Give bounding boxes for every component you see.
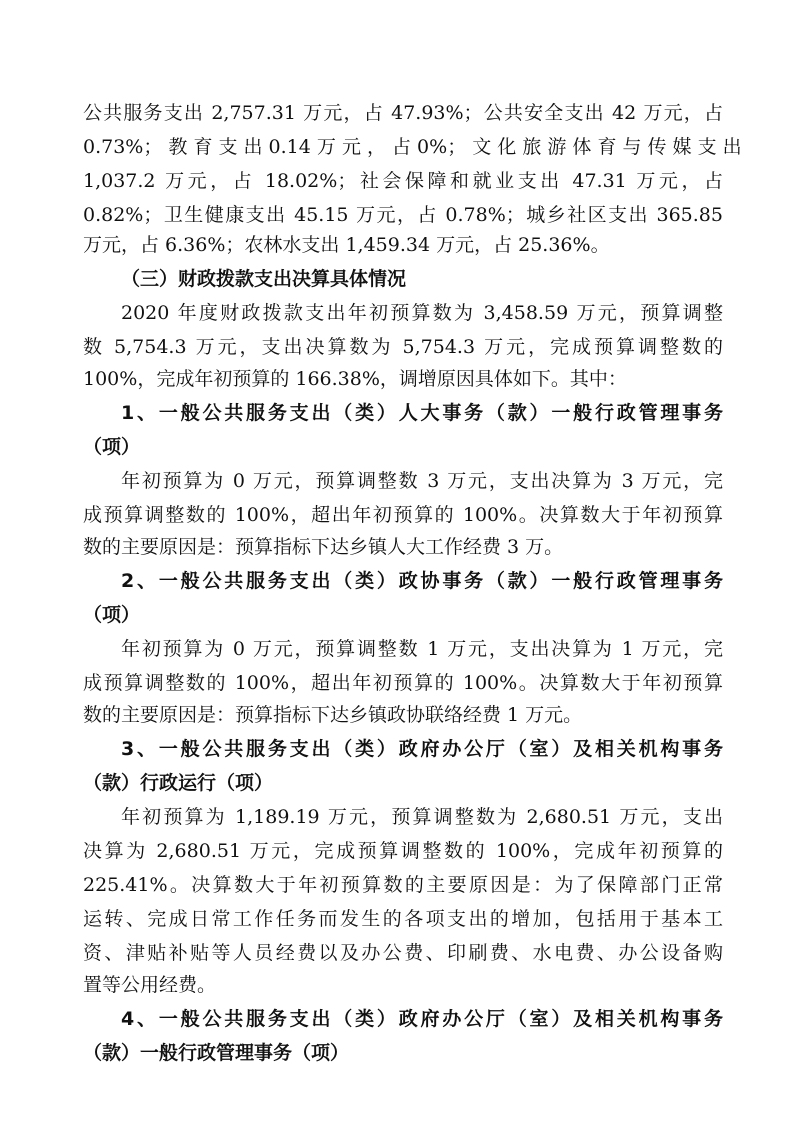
item-heading: 2、一般公共服务支出（类）政协事务（款）一般行政管理事务 — [121, 570, 723, 592]
body-text-line: 成预算调整数的 100%，超出年初预算的 100%。决算数大于年初预算 — [83, 504, 723, 526]
body-text-line: 成预算调整数的 100%，超出年初预算的 100%。决算数大于年初预算 — [83, 672, 723, 694]
body-text-line: 万元，占 6.36%；农林水支出 1,459.34 万元，占 25.36%。 — [83, 234, 610, 256]
item-heading: （款）一般行政管理事务（项） — [83, 1042, 350, 1064]
body-text-line: 0.73%； 教 育 支 出 0.14 万 元 ， 占 0%； 文 化 旅 游 体 育 与 传 媒 支 出 — [83, 136, 742, 158]
body-text-line: 数 5,754.3 万元，支出决算数为 5,754.3 万元，完成预算调整数的 — [83, 336, 723, 358]
body-text-line: 置等公用经费。 — [83, 974, 217, 996]
item-heading: 4、一般公共服务支出（类）政府办公厅（室）及相关机构事务 — [121, 1008, 723, 1030]
body-text-line: 公共服务支出 2,757.31 万元，占 47.93%；公共安全支出 42 万元，占 — [83, 102, 723, 124]
body-text-line: 运转、完成日常工作任务而发生的各项支出的增加，包括用于基本工 — [83, 908, 723, 930]
body-text-line: 2020 年度财政拨款支出年初预算数为 3,458.59 万元，预算调整 — [121, 302, 723, 324]
body-text-line: 1,037.2 万元，占 18.02%；社会保障和就业支出 47.31 万元，占 — [83, 170, 723, 192]
item-heading: （项） — [83, 436, 141, 458]
body-text-line: 年初预算为 0 万元，预算调整数 1 万元，支出决算为 1 万元，完 — [121, 638, 723, 660]
body-text-line: 年初预算为 0 万元，预算调整数 3 万元，支出决算为 3 万元，完 — [121, 470, 723, 492]
body-text-line: 数的主要原因是：预算指标下达乡镇政协联络经费 1 万元。 — [83, 704, 583, 726]
item-heading: （项） — [83, 604, 141, 626]
body-text-line: 100%，完成年初预算的 166.38%，调增原因具体如下。其中： — [83, 368, 627, 390]
body-text-line: 225.41%。决算数大于年初预算数的主要原因是：为了保障部门正常 — [83, 874, 723, 896]
body-text-line: 决算为 2,680.51 万元，完成预算调整数的 100%，完成年初预算的 — [83, 840, 723, 862]
body-text-line: 资、津贴补贴等人员经费以及办公费、印刷费、水电费、办公设备购 — [83, 942, 723, 964]
item-heading: 1、一般公共服务支出（类）人大事务（款）一般行政管理事务 — [121, 402, 723, 424]
body-text-line: 数的主要原因是：预算指标下达乡镇人大工作经费 3 万。 — [83, 536, 564, 558]
item-heading: 3、一般公共服务支出（类）政府办公厅（室）及相关机构事务 — [121, 738, 723, 760]
item-heading: （款）行政运行（项） — [83, 772, 274, 794]
body-text-line: 0.82%；卫生健康支出 45.15 万元，占 0.78%；城乡社区支出 365.85 — [83, 204, 723, 226]
body-text-line: 年初预算为 1,189.19 万元，预算调整数为 2,680.51 万元，支出 — [121, 806, 723, 828]
section-heading: （三）财政拨款支出决算具体情况 — [121, 268, 407, 290]
